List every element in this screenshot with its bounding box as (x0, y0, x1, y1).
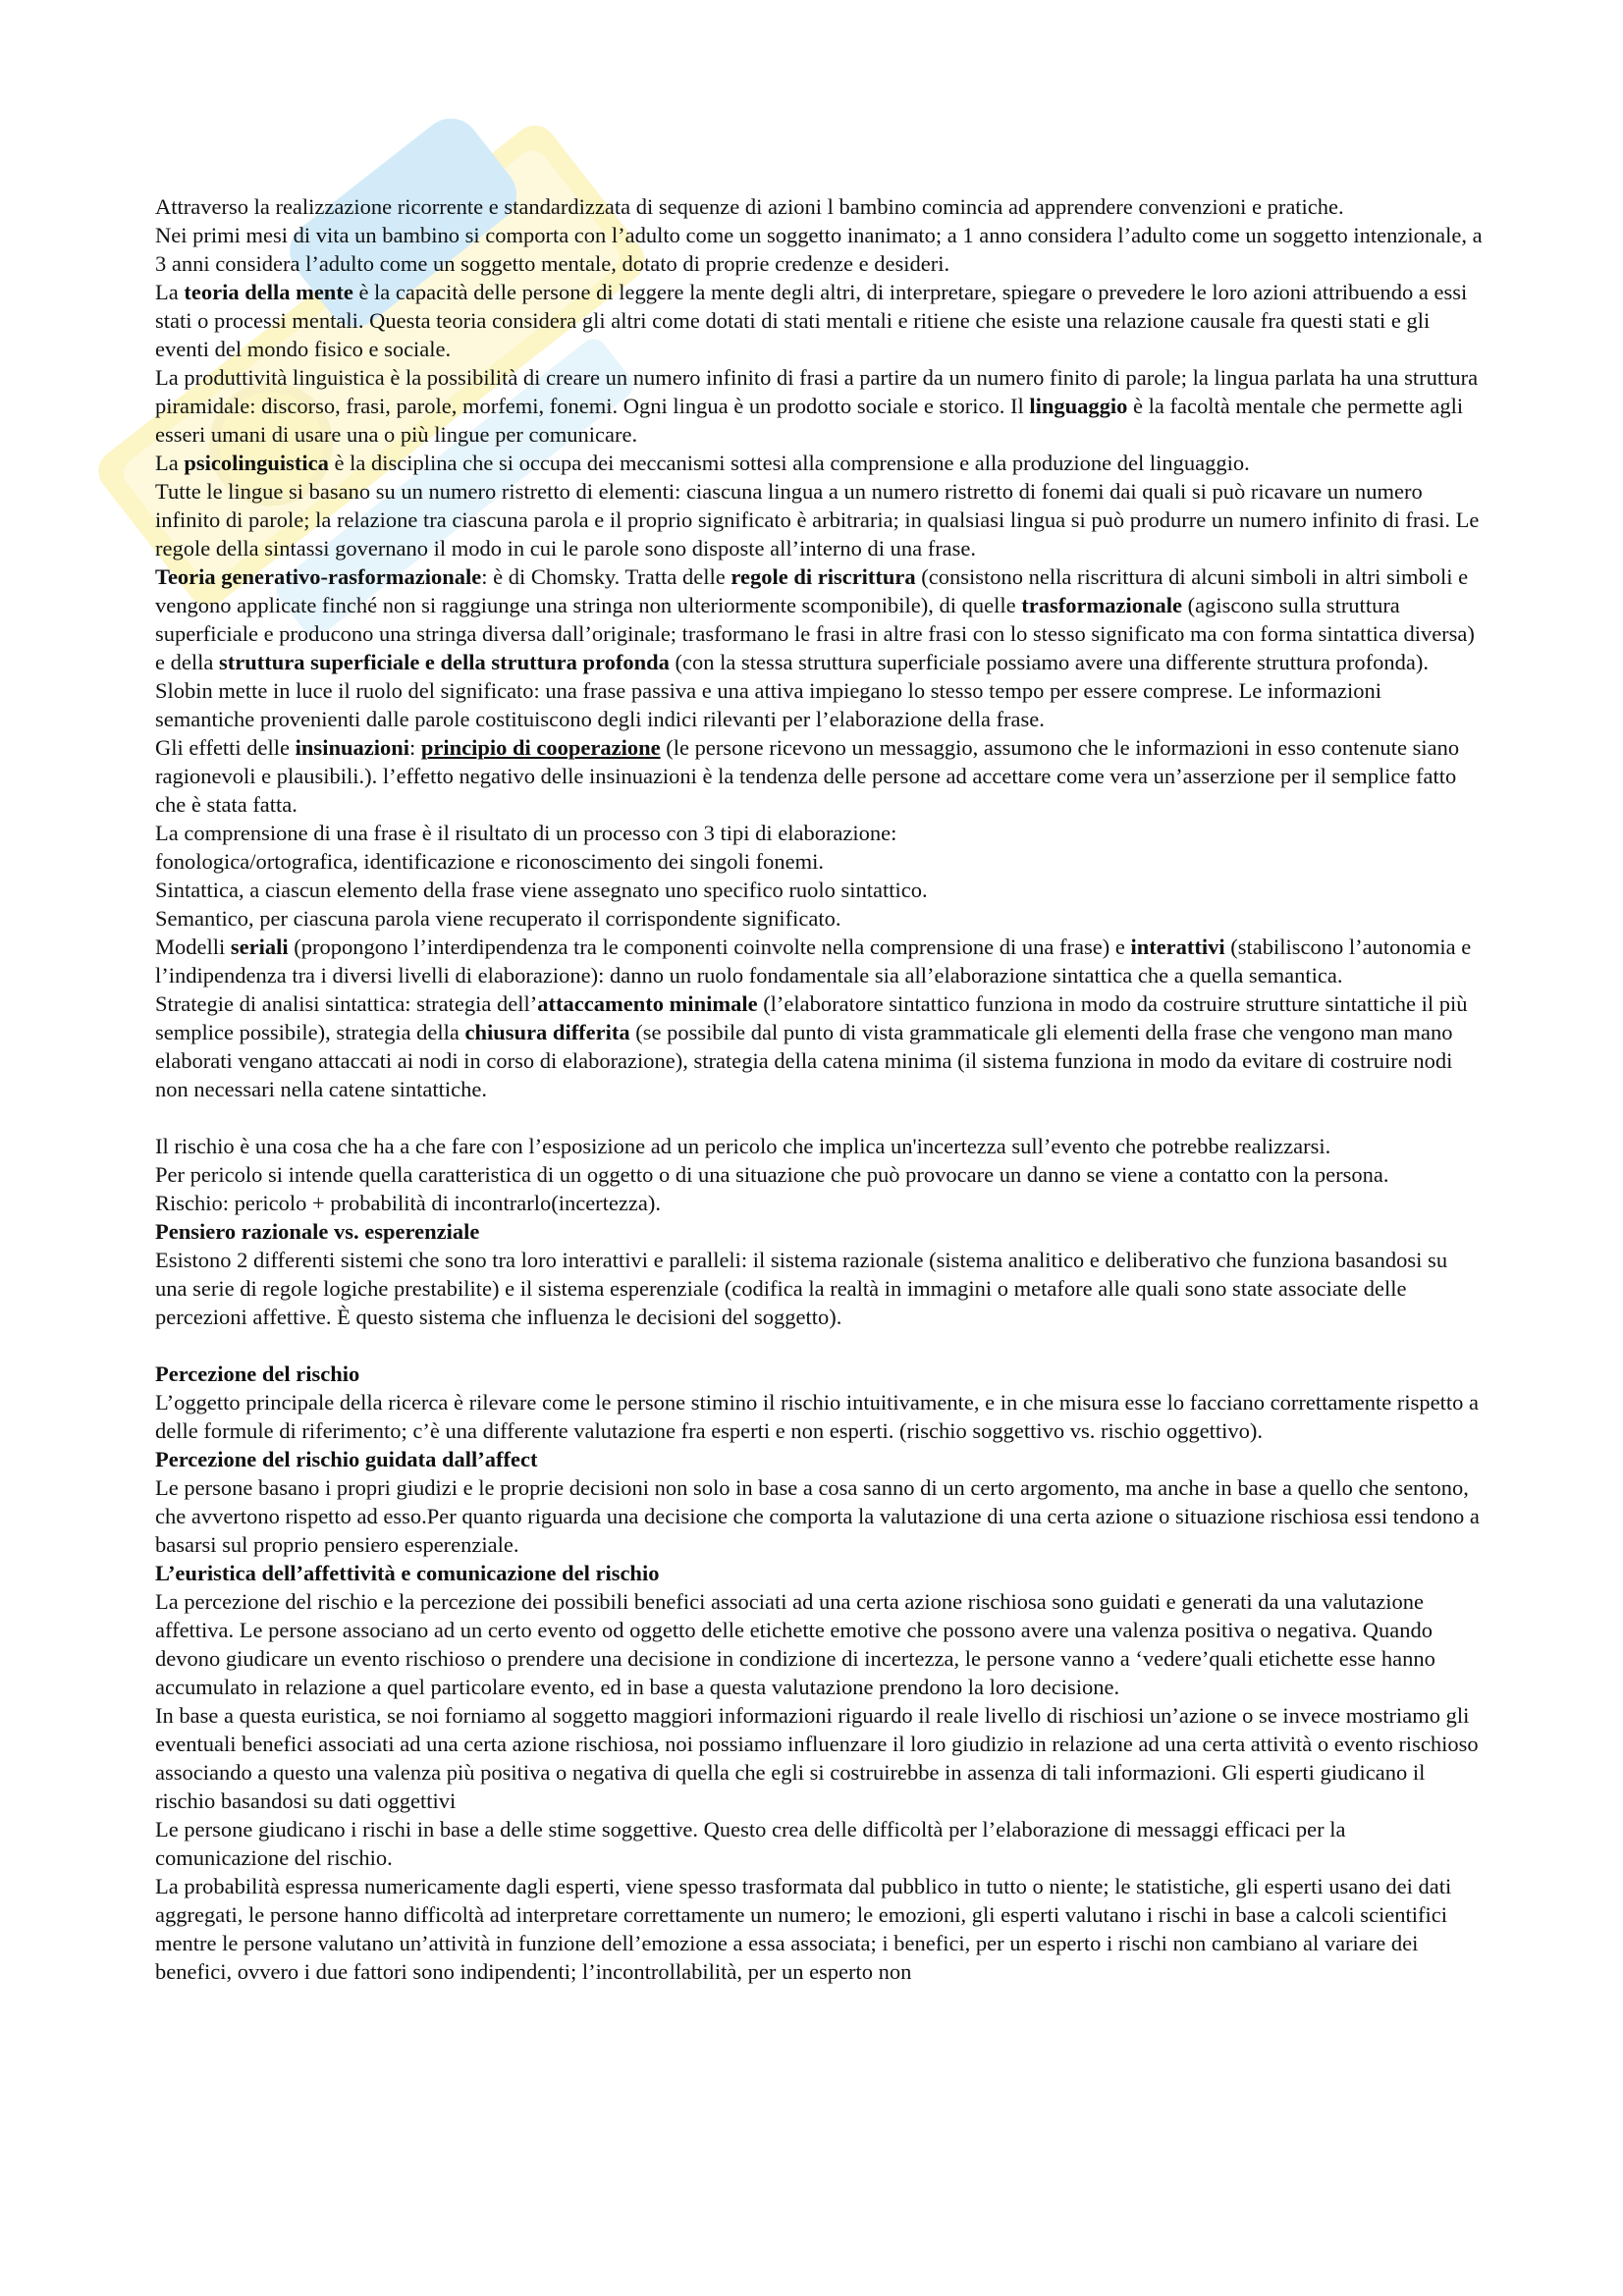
bold-term: chiusura differita (464, 1020, 630, 1044)
bold-term: Teoria generativo-rasformazionale (155, 564, 482, 589)
text-run: (propongono l’interdipendenza tra le componenti coinvolte nella comprensione di una frase) e (288, 934, 1131, 959)
text-run: (se possibile dal punto di vista grammaticale gli elementi della frase che vengono man mano elaborati vengano attaccati ai nodi in corso di elaborazione), strategia della catena minima (il sistema funziona in modo da evitare di costruire nodi non necessari nella catene sintattiche. (155, 1020, 1453, 1101)
paragraph (155, 1160, 1483, 1189)
paragraph (155, 1587, 1483, 1701)
bold-term: L’euristica dell’affettività e comunicazione del rischio (155, 1561, 660, 1585)
text-run: fonologica/ortografica, identificazione e riconoscimento dei singoli fonemi. (155, 849, 825, 874)
text-run: L’oggetto principale della ricerca è rilevare come le persone stimino il rischio intuitivamente, e in che misura esse lo facciano correttamente rispetto a delle formule di riferimento; c’è una differente valutazione fra esperti e non esperti. (rischio soggettivo vs. rischio oggettivo). (155, 1390, 1480, 1443)
text-run: (l’elaboratore sintattico funziona in modo da costruire strutture sintattiche il più semplice possibile), strategia della (155, 991, 1468, 1044)
bold-term (421, 735, 661, 760)
paragraph (155, 221, 1483, 278)
text-run: Esistono 2 differenti sistemi che sono tra loro interattivi e paralleli: il sistema razionale (sistema analitico e deliberativo che funziona basandosi su una serie di regole logiche prestabilite) e il sistema esperenziale (codifica la realtà in immagini o metafore alle quali sono state associate delle percezioni affettive. È questo sistema che influenza le decisioni del soggetto). (155, 1248, 1448, 1329)
paragraph (155, 278, 1483, 363)
text-run: La (155, 280, 185, 304)
text-run: Le persone giudicano i rischi in base a delle stime soggettive. Questo crea delle difficoltà per l’elaborazione di messaggi efficaci per la comunicazione del rischio. (155, 1817, 1346, 1870)
text-run: Semantico, per ciascuna parola viene recuperato il corrispondente significato. (155, 906, 841, 931)
bold-term: attaccamento minimale (537, 991, 758, 1016)
paragraph (155, 1701, 1483, 1815)
text-run: Il rischio è una cosa che ha a che fare con l’esposizione ad un pericolo che implica un'incertezza sull’evento che potrebbe realizzarsi. (155, 1134, 1331, 1158)
text-run: La percezione del rischio e la percezione dei possibili benefici associati ad una certa azione rischiosa sono guidati e generati da una valutazione affettiva. Le persone associano ad un certo evento od oggetto delle etichette emotive che possono avere una valenza positiva o negativa. Quando devono giudicare un evento rischioso o prendere una decisione in condizione di incertezza, le persone vanno a ‘vedere’quali etichette esse hanno accumulato in relazione a quel particolare evento, ed in base a questa valutazione prendono la loro decisione. (155, 1589, 1435, 1699)
paragraph (155, 1872, 1483, 1986)
paragraph (155, 1445, 1483, 1473)
underlined-bold-term: principio di cooperazione (420, 735, 661, 760)
paragraph (155, 676, 1483, 733)
paragraph-gap (155, 1331, 1483, 1360)
paragraph (155, 1388, 1483, 1445)
paragraph (155, 1217, 1483, 1246)
paragraph (155, 1246, 1483, 1331)
text-run: : è di Chomsky. Tratta delle (481, 564, 731, 589)
paragraph (155, 562, 1483, 676)
text-run: Nei primi mesi di vita un bambino si comporta con l’adulto come un soggetto inanimato; a 1 anno considera l’adulto come un soggetto intenzionale, a 3 anni considera l’adulto come un soggetto mentale, dotato di proprie credenze e desideri. (155, 223, 1483, 276)
text-run: Gli effetti delle (155, 735, 296, 760)
bold-term: insinuazioni (295, 735, 409, 760)
text-run: Sintattica, a ciascun elemento della frase viene assegnato uno specifico ruolo sintattico. (155, 878, 928, 902)
text-run: è la disciplina che si occupa dei meccanismi sottesi alla comprensione e alla produzione del linguaggio. (328, 451, 1250, 475)
text-run: (consistono nella riscrittura di alcuni simboli in altri simboli e vengono applicate finché non si raggiunge una stringa non ulteriormente scomponibile), di quelle (155, 564, 1469, 617)
text-run: La comprensione di una frase è il risultato di un processo con 3 tipi di elaborazione: (155, 821, 897, 845)
text-run: è la capacità delle persone di leggere la mente degli altri, di interpretare, spiegare o prevedere le loro azioni attribuendo a essi stati o processi mentali. Questa teoria considera gli altri come dotati di stati mentali e ritiene che esiste una relazione causale fra questi stati e gli eventi del mondo fisico e sociale. (155, 280, 1468, 361)
text-run: Rischio: pericolo + probabilità di incontrarlo(incertezza). (155, 1191, 661, 1215)
text-run: Modelli (155, 934, 231, 959)
paragraph (155, 933, 1483, 989)
paragraph (155, 449, 1483, 477)
text-run: Slobin mette in luce il ruolo del significato: una frase passiva e una attiva impiegano lo stesso tempo per essere comprese. Le informazioni semantiche provenienti dalle parole costituiscono degli indici rilevanti per l’elaborazione della frase. (155, 678, 1382, 731)
text-run: (le persone ricevono un messaggio, assumono che le informazioni in esso contenute siano ragionevoli e plausibili.). l’effetto negativo delle insinuazioni è la tendenza delle persone ad accettare come vera un’asserzione per il semplice fatto che è stata fatta. (155, 735, 1460, 817)
paragraph (155, 989, 1483, 1103)
bold-term: linguaggio (1029, 394, 1128, 418)
paragraph (155, 1815, 1483, 1872)
document-body (155, 192, 1483, 1986)
text-run: è la facoltà mentale che permette agli esseri umani di usare una o più lingue per comunicare. (155, 394, 1464, 447)
text-run: : (408, 735, 421, 760)
paragraph (155, 876, 1483, 904)
bold-term: struttura superficiale e della struttura profonda (218, 650, 670, 674)
paragraph (155, 1132, 1483, 1160)
paragraph (155, 847, 1483, 876)
text-run: (agiscono sulla struttura superficiale e producono una stringa diversa dall’originale; trasformano le frasi in altre frasi con lo stesso significato ma con forma sintattica diversa) e della (155, 593, 1475, 674)
paragraph (155, 363, 1483, 449)
text-run: Per pericolo si intende quella caratteristica di un oggetto o di una situazione che può provocare un danno se viene a contatto con la persona. (155, 1162, 1389, 1187)
text-run: La (155, 451, 185, 475)
bold-term: regole di riscrittura (730, 564, 916, 589)
paragraph (155, 1360, 1483, 1388)
bold-term: psicolinguistica (184, 451, 329, 475)
bold-term: teoria della mente (184, 280, 353, 304)
paragraph-gap (155, 1103, 1483, 1132)
text-run: (con la stessa struttura superficiale possiamo avere una differente struttura profonda). (669, 650, 1429, 674)
text-run: La produttività linguistica è la possibilità di creare un numero infinito di frasi a partire da un numero finito di parole; la lingua parlata ha una struttura piramidale: discorso, frasi, parole, morfemi, fonemi. Ogni lingua è un prodotto sociale e storico. Il (155, 365, 1479, 418)
paragraph (155, 192, 1483, 221)
text-run: Attraverso la realizzazione ricorrente e standardizzata di sequenze di azioni l bambino comincia ad apprendere convenzioni e pratiche. (155, 194, 1344, 219)
text-run: In base a questa euristica, se noi forniamo al soggetto maggiori informazioni riguardo il reale livello di rischiosi un’azione o se invece mostriamo gli eventuali benefici associati ad una certa azione rischiosa, noi possiamo influenzare il loro giudizio in relazione ad una certa attività o evento rischioso associando a questo una valenza più positiva o negativa di quella che egli si costruirebbe in assenza di tali informazioni. Gli esperti giudicano il rischio basandosi su dati oggettivi (155, 1703, 1479, 1813)
paragraph (155, 733, 1483, 819)
text-run: La probabilità espressa numericamente dagli esperti, viene spesso trasformata dal pubblico in tutto o niente; le statistiche, gli esperti usano dei dati aggregati, le persone hanno difficoltà ad interpretare correttamente un numero; le emozioni, gli esperti valutano i rischi in base a calcoli scientifici mentre le persone valutano un’attività in funzione dell’emozione a essa associata; i benefici, per un esperto i rischi non cambiano al variare dei benefici, ovvero i due fattori sono indipendenti; l’incontrollabilità, per un esperto non (155, 1874, 1452, 1984)
bold-term: seriali (230, 934, 289, 959)
paragraph (155, 819, 1483, 847)
paragraph (155, 904, 1483, 933)
paragraph (155, 1473, 1483, 1559)
text-run: (stabiliscono l’autonomia e l’indipendenza tra i diversi livelli di elaborazione): danno un ruolo fondamentale sia all’elaborazione sintattica che a quella semantica. (155, 934, 1472, 988)
bold-term: Pensiero razionale vs. esperenziale (155, 1219, 480, 1244)
bold-term: Percezione del rischio guidata dall’affect (155, 1447, 538, 1471)
paragraph (155, 1189, 1483, 1217)
bold-term: Percezione del rischio (155, 1362, 360, 1386)
paragraph (155, 477, 1483, 562)
bold-term: interattivi (1130, 934, 1225, 959)
text-run: Tutte le lingue si basano su un numero ristretto di elementi: ciascuna lingua a un numero ristretto di fonemi dai quali si può ricavare un numero infinito di parole; la relazione tra ciascuna parola e il proprio significato è arbitraria; in qualsiasi lingua si può produrre un numero infinito di frasi. Le regole della sintassi governano il modo in cui le parole sono disposte all’interno di una frase. (155, 479, 1480, 561)
text-run: Le persone basano i propri giudizi e le proprie decisioni non solo in base a cosa sanno di un certo argomento, ma anche in base a quello che sentono, che avvertono rispetto ad esso.Per quanto riguarda una decisione che comporta la valutazione di una certa azione o situazione rischiosa essi tendono a basarsi sul proprio pensiero esperenziale. (155, 1475, 1480, 1557)
text-run: Strategie di analisi sintattica: strategia dell’ (155, 991, 538, 1016)
bold-term: trasformazionale (1021, 593, 1182, 617)
paragraph (155, 1559, 1483, 1587)
